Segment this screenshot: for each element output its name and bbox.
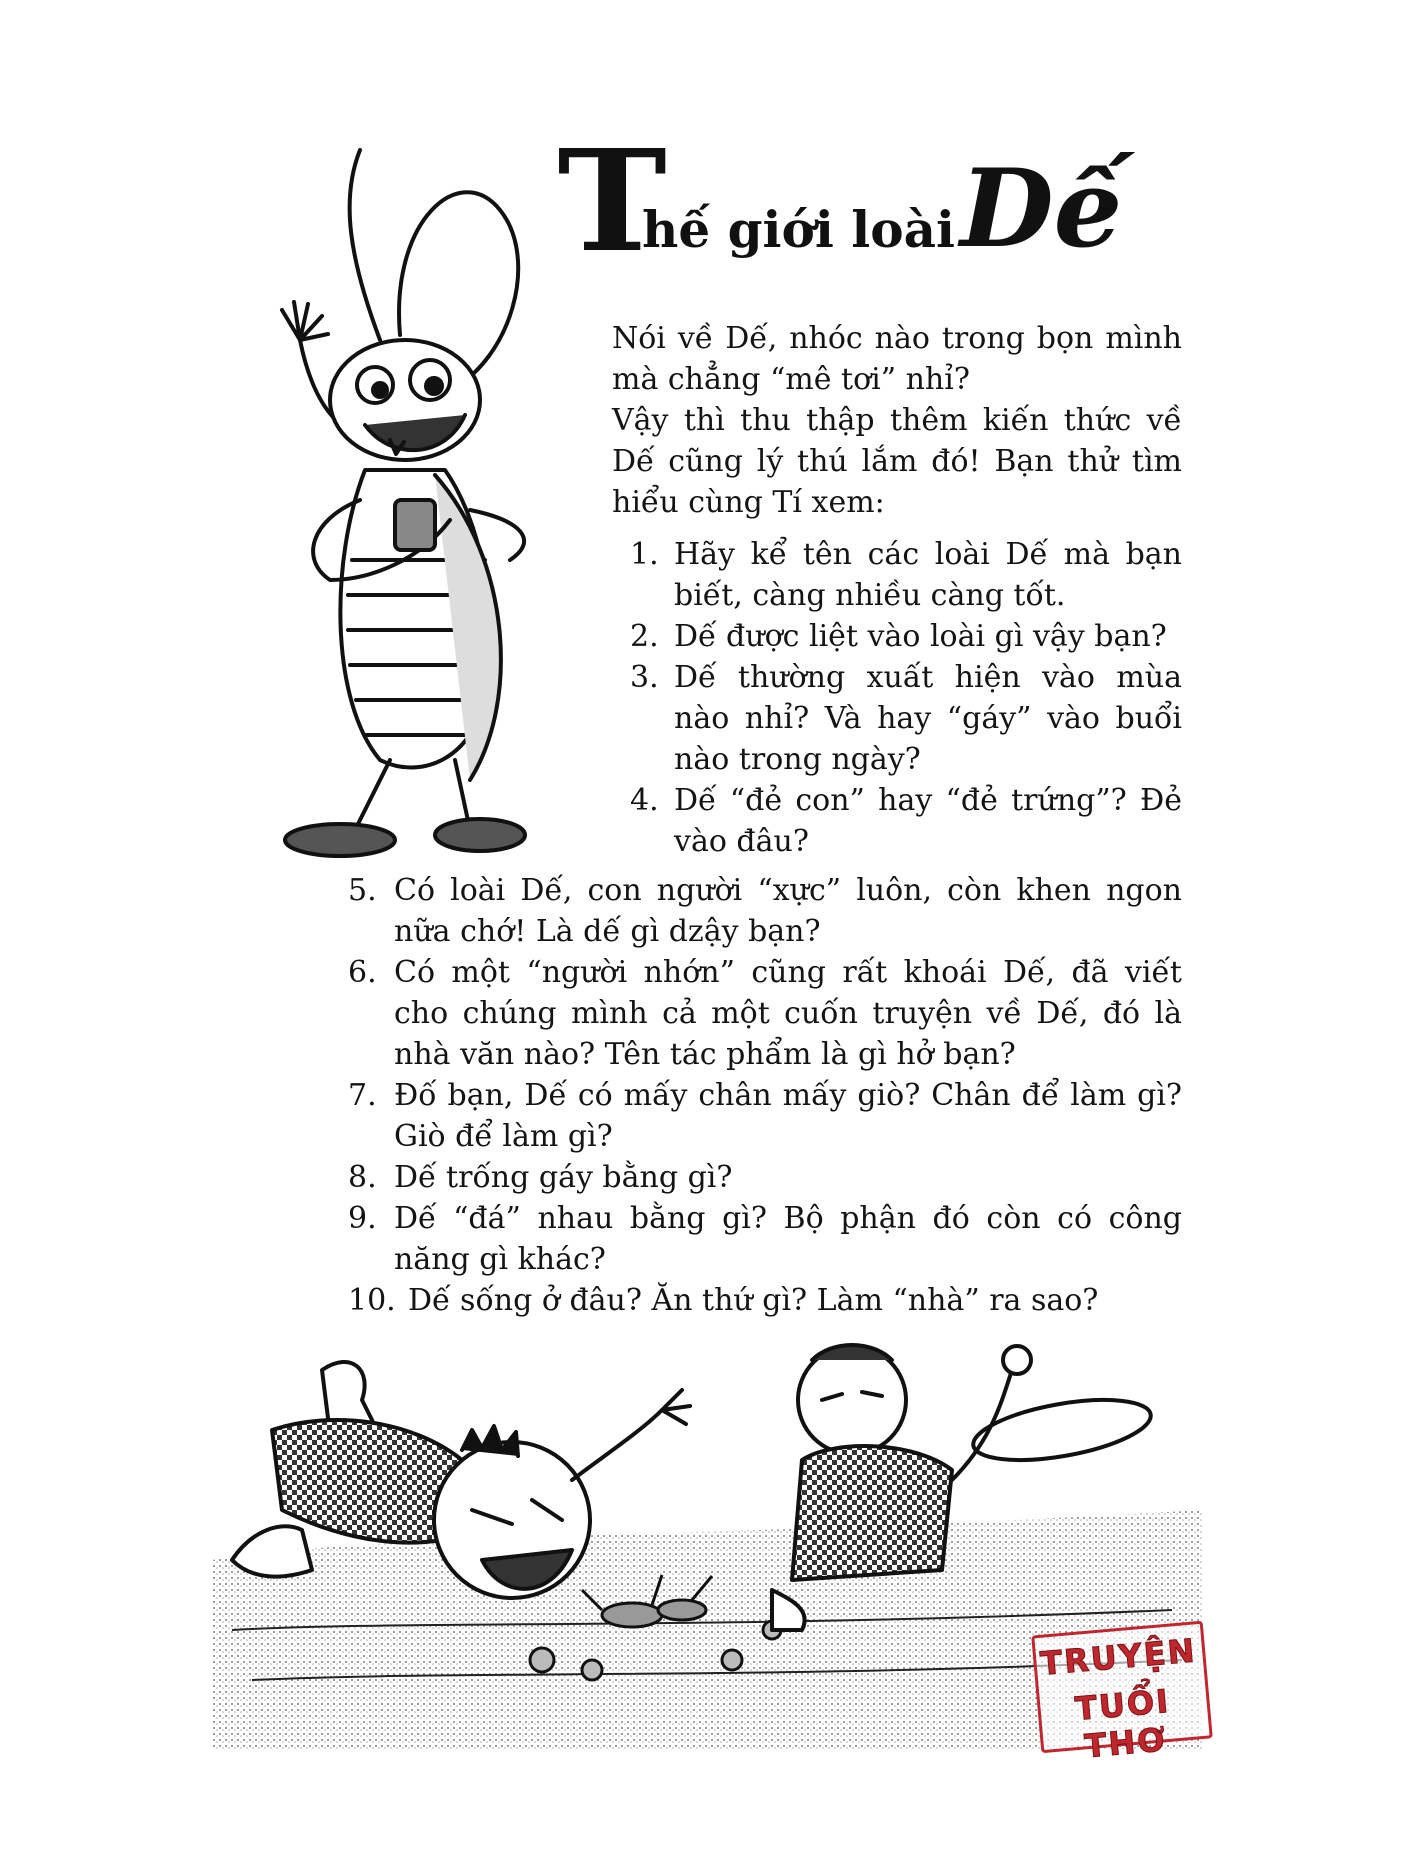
question-text: Dế “đá” nhau bằng gì? Bộ phận đó còn có công năng gì khác? [394, 1201, 1182, 1277]
question-text: Đố bạn, Dế có mấy chân mấy giò? Chân để làm gì? Giò để làm gì? [394, 1078, 1182, 1154]
question-list-upper [630, 534, 1182, 862]
question-number: 3. [630, 660, 659, 695]
question-text: Dế “đẻ con” hay “đẻ trứng”? Đẻ vào đâu? [674, 783, 1182, 859]
question-number: 2. [630, 619, 659, 654]
question-item [348, 1198, 1182, 1280]
question-number: 6. [348, 955, 377, 990]
question-item [348, 1280, 1182, 1321]
intro-text [612, 318, 1182, 523]
question-item [630, 534, 1182, 616]
title-middle: hế giới loài [642, 200, 956, 259]
question-number: 7. [348, 1078, 377, 1113]
intro-paragraph-2: Vậy thì thu thập thêm kiến thức về Dế cũng lý thú lắm đó! Bạn thử tìm hiểu cùng Tí xem: [612, 403, 1182, 520]
logo-line-2: TUỔI THƠ [1073, 1681, 1172, 1766]
intro-paragraph-1: Nói về Dế, nhóc nào trong bọn mình mà chẳng “mê tơi” nhỉ? [612, 321, 1182, 397]
question-number: 5. [348, 873, 377, 908]
question-number: 8. [348, 1160, 377, 1195]
question-text: Dế được liệt vào loài gì vậy bạn? [674, 619, 1167, 654]
title-letter-t: T [557, 120, 667, 284]
truyen-tuoi-tho-logo [1031, 1621, 1211, 1766]
question-text: Dế thường xuất hiện vào mùa nào nhỉ? Và hay “gáy” vào buổi nào trong ngày? [674, 660, 1182, 777]
question-item [630, 616, 1182, 657]
question-item [348, 870, 1182, 952]
question-number: 10. [348, 1283, 396, 1318]
question-item [630, 657, 1182, 780]
question-item [348, 1157, 1182, 1198]
question-number: 4. [630, 783, 659, 818]
question-text: Có loài Dế, con người “xực” luôn, còn khen ngon nữa chớ! Là dế gì dzậy bạn? [394, 873, 1182, 949]
question-text: Hãy kể tên các loài Dế mà bạn biết, càng nhiều càng tốt. [674, 537, 1182, 613]
question-text: Dế sống ở đâu? Ăn thứ gì? Làm “nhà” ra sao? [408, 1283, 1099, 1318]
question-list-lower [348, 870, 1182, 1321]
question-item [348, 1075, 1182, 1157]
question-text: Có một “người nhớn” cũng rất khoái Dế, đã viết cho chúng mình cả một cuốn truyện về Dế, đó là nhà văn nào? Tên tác phẩm là gì hở bạn? [394, 955, 1182, 1072]
question-item [630, 780, 1182, 862]
question-number: 1. [630, 537, 659, 572]
question-item [348, 952, 1182, 1075]
question-number: 9. [348, 1201, 377, 1236]
page-title [557, 120, 1123, 284]
question-text: Dế trống gáy bằng gì? [394, 1160, 733, 1195]
logo-line-1: TRUYỆN [1038, 1631, 1198, 1683]
cricket-illustration [270, 140, 600, 860]
title-word-de: Dế [960, 146, 1123, 272]
